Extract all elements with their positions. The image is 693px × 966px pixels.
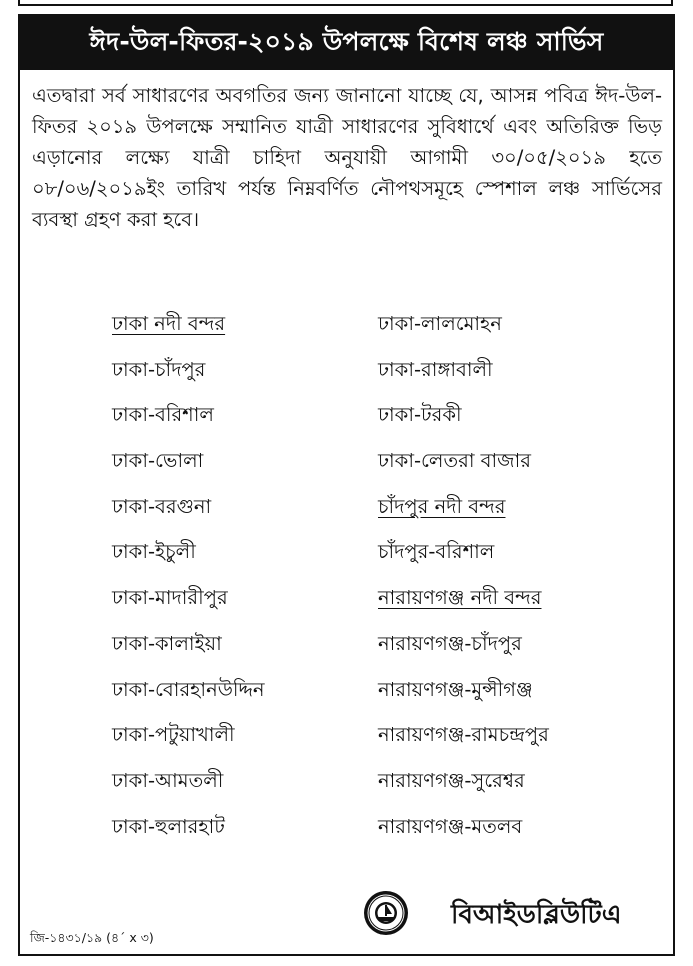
route-label: ঢাকা-মাদারীপুর [112,586,228,610]
route-label: ঢাকা-ইচুলী [112,540,196,564]
route-label: ঢাকা-আমতলী [112,768,224,792]
notice-title [20,16,673,70]
route-label: নারায়ণগঞ্জ নদী বন্দর [378,586,542,610]
notice-frame [18,14,675,956]
route-label: চাঁদপুর নদী বন্দর [378,494,506,518]
route-group-heading [378,493,549,539]
route-item [378,356,549,402]
route-label: চাঁদপুর-বরিশাল [378,540,495,564]
route-item [112,401,265,447]
route-group-heading [112,310,265,356]
route-item [378,676,549,722]
top-rule [18,0,673,6]
route-item [112,630,265,676]
route-label: ঢাকা-লালমোহন [378,312,502,335]
route-item [378,630,549,676]
route-label: ঢাকা-লেতরা বাজার [378,449,532,473]
routes-right-column [378,310,549,858]
route-item [112,584,265,630]
route-item [112,767,265,813]
notice-body: এতদ্বারা সর্ব সাধারণের অবগতির জন্য জানানো যাচ্ছে যে, আসন্ন পবিত্র ঈদ-উল-ফিতর ২০১৯ উপলক্ষে সম্মানিত যাত্রী সাধারণের সুবিধার্থে এবং অতিরিক্ত ভিড় এড়ানোর লক্ষ্যে যাত্রী চাহিদা অনুযায়ী আগামী ৩০/০৫/২০১৯ হতে ০৮/০৬/২০১৯ইং তারিখ পর্যন্ত নিম্নবর্ণিত নৌপথসমূহে স্পেশাল লঞ্চ সার্ভিসের ব্যবস্থা গ্রহণ করা হবে। [32,84,662,231]
routes-left-column [112,310,265,858]
route-label: ঢাকা নদী বন্দর [112,312,226,335]
route-item [112,721,265,767]
route-item [112,813,265,859]
agency-name: বিআইডব্লিউটিএ [451,900,622,930]
route-label: নারায়ণগঞ্জ-রামচন্দ্রপুর [378,723,549,747]
route-item [378,767,549,813]
route-item [378,538,549,584]
route-item [112,493,265,539]
agency-seal-icon [363,890,409,936]
route-item [378,401,549,447]
route-item [112,356,265,402]
route-label: ঢাকা-বোরহানউদ্দিন [112,677,265,701]
route-label: ঢাকা-পটুয়াখালী [112,723,235,747]
route-label: ঢাকা-বরগুনা [112,494,212,518]
route-item [112,538,265,584]
route-label: নারায়ণগঞ্জ-মতলব [378,814,523,838]
route-item [378,813,549,859]
route-label: নারায়ণগঞ্জ-চাঁদপুর [378,631,522,655]
route-label: ঢাকা-বরিশাল [112,403,214,427]
route-item [378,447,549,493]
route-label: ঢাকা-চাঁদপুর [112,357,206,381]
route-label: ঢাকা-ভোলা [112,449,204,473]
route-label: নারায়ণগঞ্জ-সুরেশ্বর [378,768,525,792]
reference-code: জি-১৪৩১/১৯ (৪´ x ৩) [30,930,154,945]
route-item [378,721,549,767]
route-label: ঢাকা-কালাইয়া [112,631,222,655]
notice-title-text: ঈদ-উল-ফিতর-২০১৯ উপলক্ষে বিশেষ লঞ্চ সার্ভিস [89,26,604,56]
route-item [112,447,265,493]
route-label: নারায়ণগঞ্জ-মুন্সীগঞ্জ [378,677,533,701]
route-item [112,676,265,722]
route-item [378,310,549,356]
route-group-heading [378,584,549,630]
route-label: ঢাকা-টরকী [378,403,462,427]
route-label: ঢাকা-রাঙ্গাবালী [378,357,493,381]
route-label: ঢাকা-হুলারহাট [112,814,225,838]
